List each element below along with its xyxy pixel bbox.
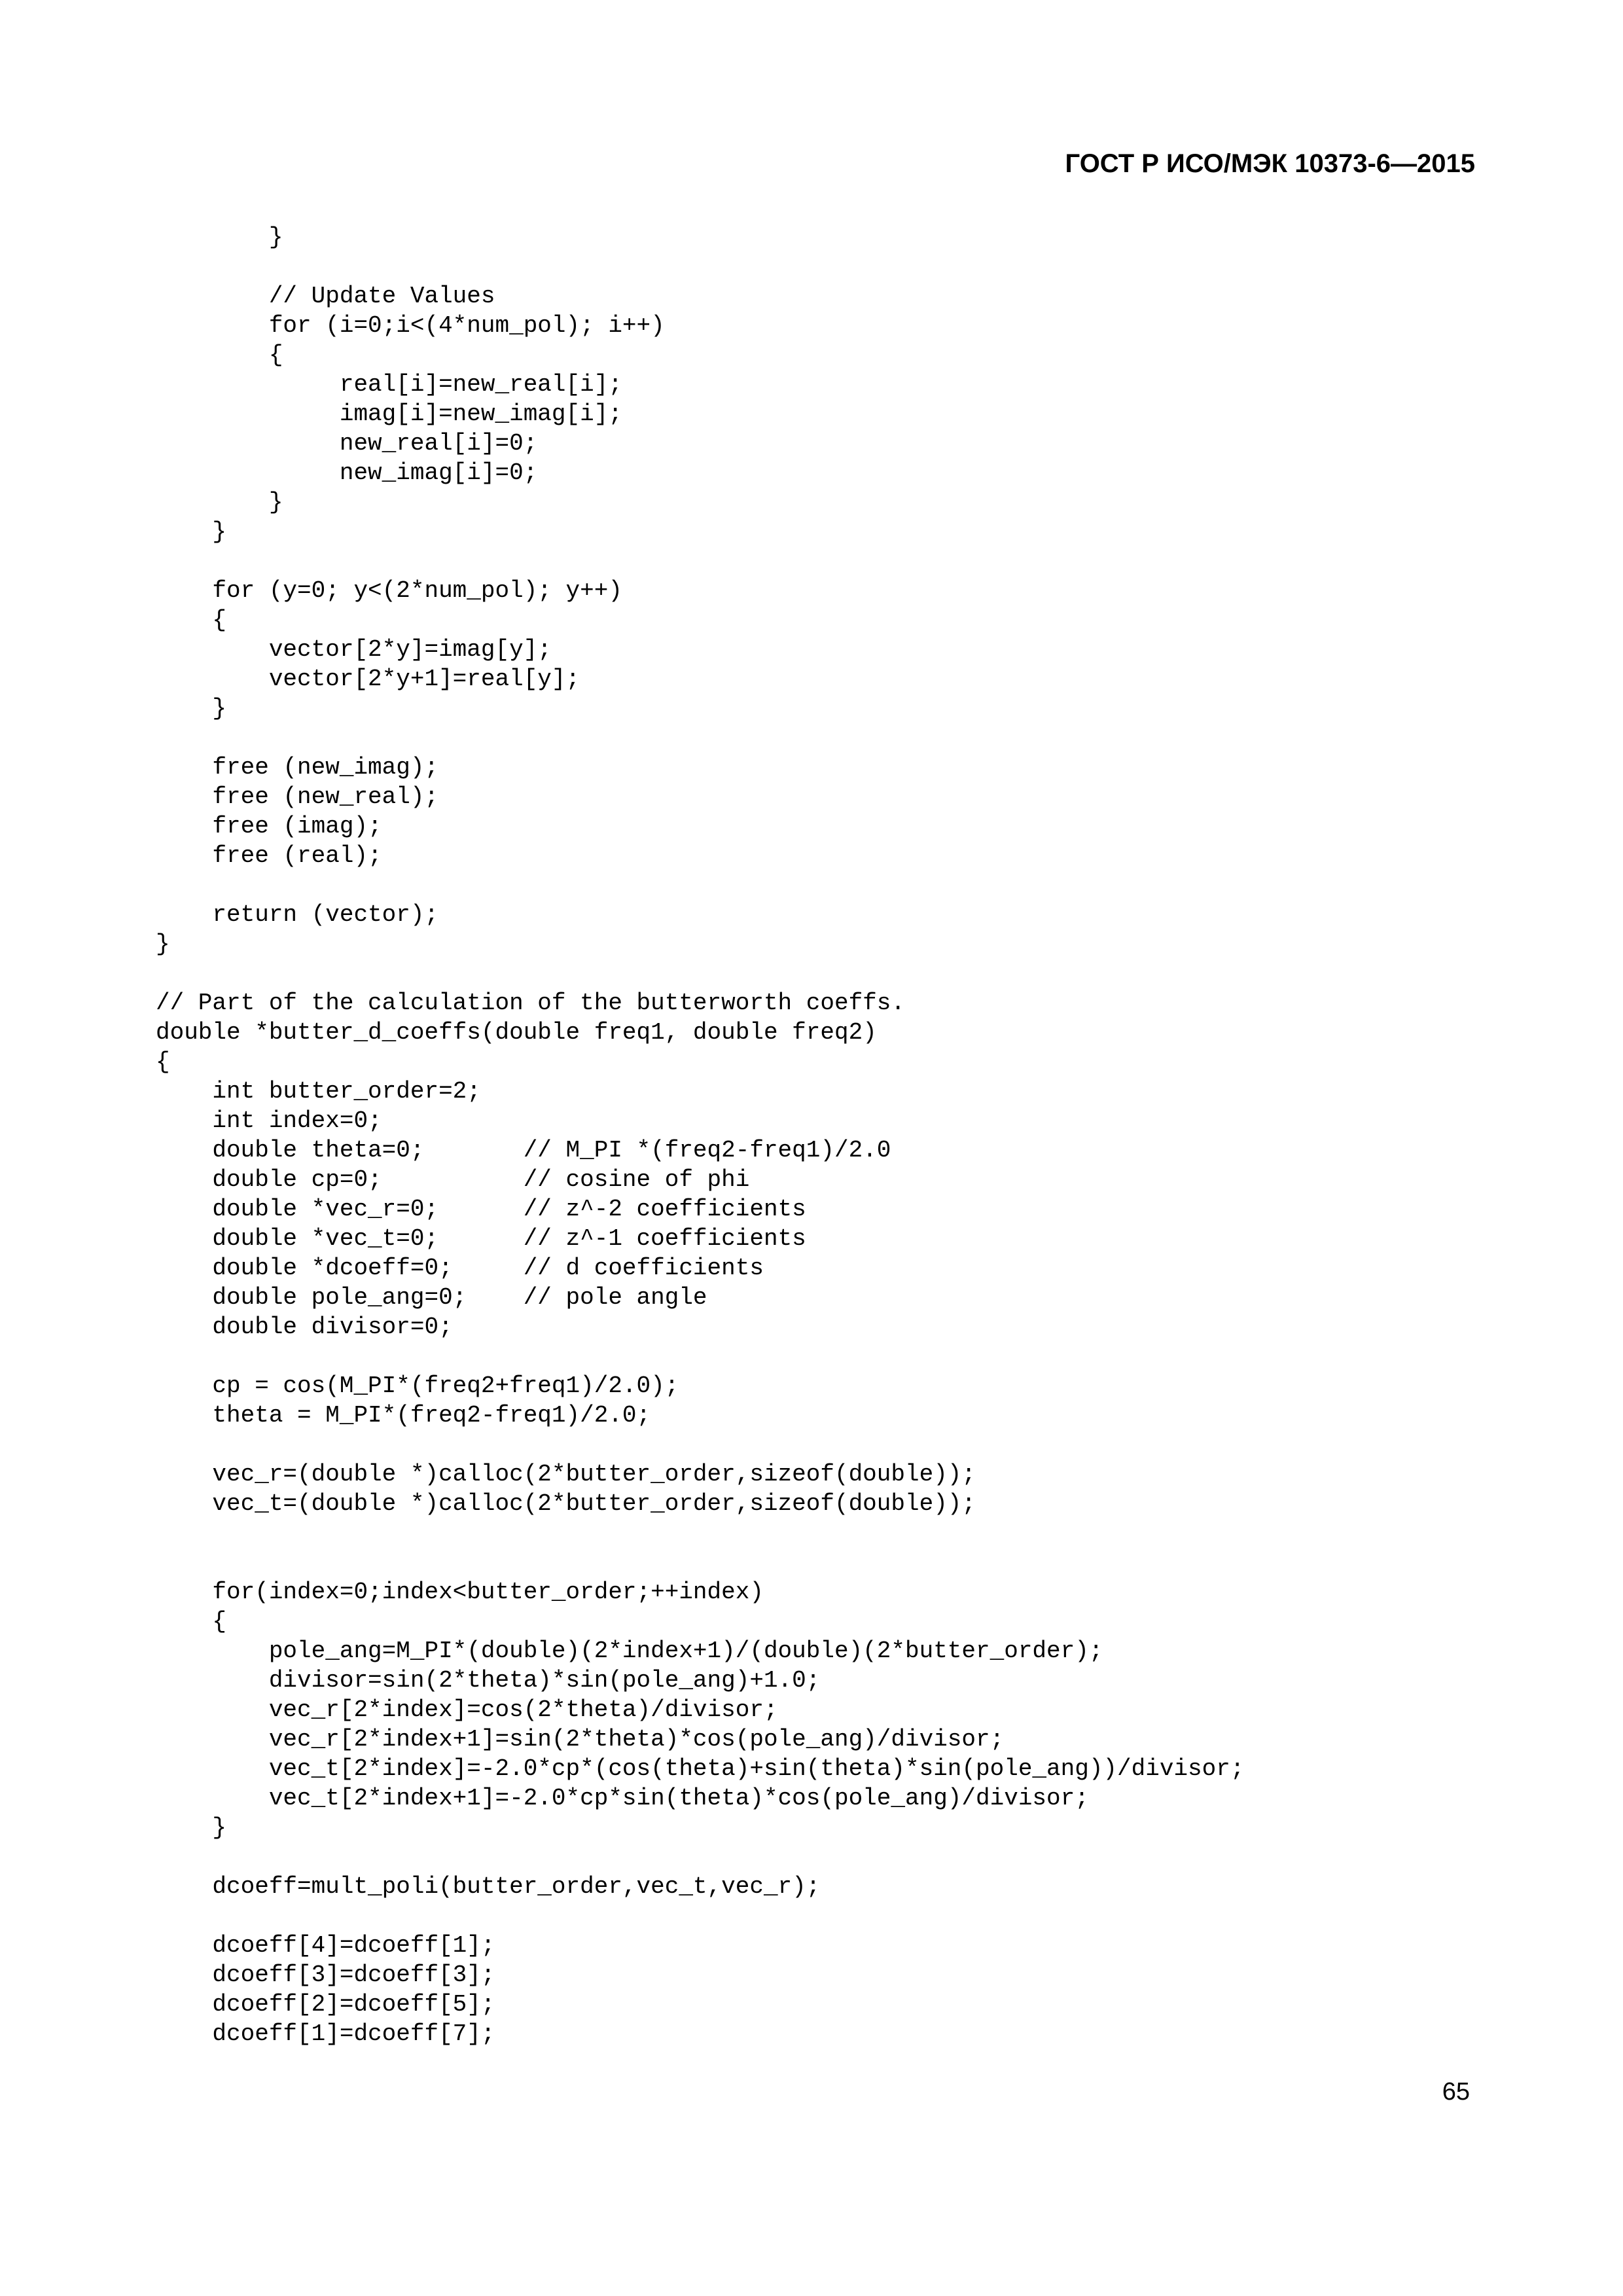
code-line: double theta=0; // M_PI *(freq2-freq1)/2.0 — [156, 1137, 891, 1164]
page-number: 65 — [1442, 2078, 1470, 2106]
code-line: vec_r[2*index]=cos(2*theta)/divisor; — [156, 1696, 778, 1723]
code-line: // Update Values — [156, 283, 495, 310]
code-line: divisor=sin(2*theta)*sin(pole_ang)+1.0; — [156, 1667, 821, 1694]
code-line: free (new_real); — [156, 783, 439, 810]
code-line: imag[i]=new_imag[i]; — [156, 401, 622, 427]
code-line: double *vec_r=0; // z^-2 coefficients — [156, 1196, 806, 1223]
code-line: vec_r=(double *)calloc(2*butter_order,sizeof(double)); — [156, 1461, 976, 1488]
code-line: double pole_ang=0; // pole angle — [156, 1284, 707, 1311]
code-line: new_real[i]=0; — [156, 430, 538, 457]
code-line: vector[2*y+1]=real[y]; — [156, 666, 580, 692]
code-line: double *dcoeff=0; // d coefficients — [156, 1255, 764, 1282]
code-line: vec_t[2*index]=-2.0*cp*(cos(theta)+sin(theta)*sin(pole_ang))/divisor; — [156, 1755, 1245, 1782]
code-line: { — [156, 1608, 227, 1635]
code-line: theta = M_PI*(freq2-freq1)/2.0; — [156, 1402, 651, 1429]
code-line — [156, 1430, 1244, 1460]
code-line: free (imag); — [156, 813, 382, 840]
code-line — [156, 1901, 1244, 1931]
code-line: } — [156, 518, 227, 545]
code-line: for(index=0;index<butter_order;++index) — [156, 1579, 764, 1605]
code-line: int butter_order=2; — [156, 1078, 481, 1105]
code-line: { — [156, 607, 227, 634]
code-line: free (real); — [156, 842, 382, 869]
code-line: double *vec_t=0; // z^-1 coefficients — [156, 1225, 806, 1252]
code-line: pole_ang=M_PI*(double)(2*index+1)/(double)(2*butter_order); — [156, 1638, 1103, 1664]
code-line: dcoeff[4]=dcoeff[1]; — [156, 1932, 495, 1959]
code-line: int index=0; — [156, 1107, 382, 1134]
code-line — [156, 1548, 1244, 1577]
code-line: } — [156, 489, 283, 516]
code-line: dcoeff[3]=dcoeff[3]; — [156, 1962, 495, 1988]
code-line: vec_t[2*index+1]=-2.0*cp*sin(theta)*cos(pole_ang)/divisor; — [156, 1785, 1089, 1812]
code-line: for (i=0;i<(4*num_pol); i++) — [156, 312, 665, 339]
code-line: cp = cos(M_PI*(freq2+freq1)/2.0); — [156, 1372, 679, 1399]
code-line — [156, 870, 1244, 900]
code-line: } — [156, 1814, 227, 1841]
code-line: vec_t=(double *)calloc(2*butter_order,sizeof(double)); — [156, 1490, 976, 1517]
code-line: vector[2*y]=imag[y]; — [156, 636, 552, 663]
code-line — [156, 1518, 1244, 1548]
code-line — [156, 1342, 1244, 1371]
code-line: dcoeff[1]=dcoeff[7]; — [156, 2020, 495, 2047]
code-line: free (new_imag); — [156, 754, 439, 781]
code-line: new_imag[i]=0; — [156, 459, 538, 486]
code-line: } — [156, 931, 170, 958]
code-line: double divisor=0; — [156, 1314, 453, 1340]
code-line: return (vector); — [156, 901, 439, 928]
code-line: { — [156, 1049, 170, 1075]
code-line — [156, 252, 1244, 281]
code-line: for (y=0; y<(2*num_pol); y++) — [156, 577, 622, 604]
code-line — [156, 723, 1244, 753]
code-line: double *butter_d_coeffs(double freq1, double freq2) — [156, 1019, 877, 1046]
code-listing — [156, 223, 1244, 2049]
code-line — [156, 1842, 1244, 1872]
code-line: } — [156, 695, 227, 722]
code-line: vec_r[2*index+1]=sin(2*theta)*cos(pole_ang)/divisor; — [156, 1726, 1005, 1753]
code-line: real[i]=new_real[i]; — [156, 371, 622, 398]
code-line: { — [156, 342, 283, 368]
code-line: } — [156, 224, 283, 251]
code-line: // Part of the calculation of the butterworth coeffs. — [156, 990, 905, 1016]
code-line: double cp=0; // cosine of phi — [156, 1166, 750, 1193]
code-line — [156, 547, 1244, 576]
code-line — [156, 959, 1244, 988]
code-line: dcoeff=mult_poli(butter_order,vec_t,vec_r); — [156, 1873, 821, 1900]
code-line: dcoeff[2]=dcoeff[5]; — [156, 1991, 495, 2018]
document-header: ГОСТ Р ИСО/МЭК 10373-6—2015 — [1065, 149, 1475, 178]
